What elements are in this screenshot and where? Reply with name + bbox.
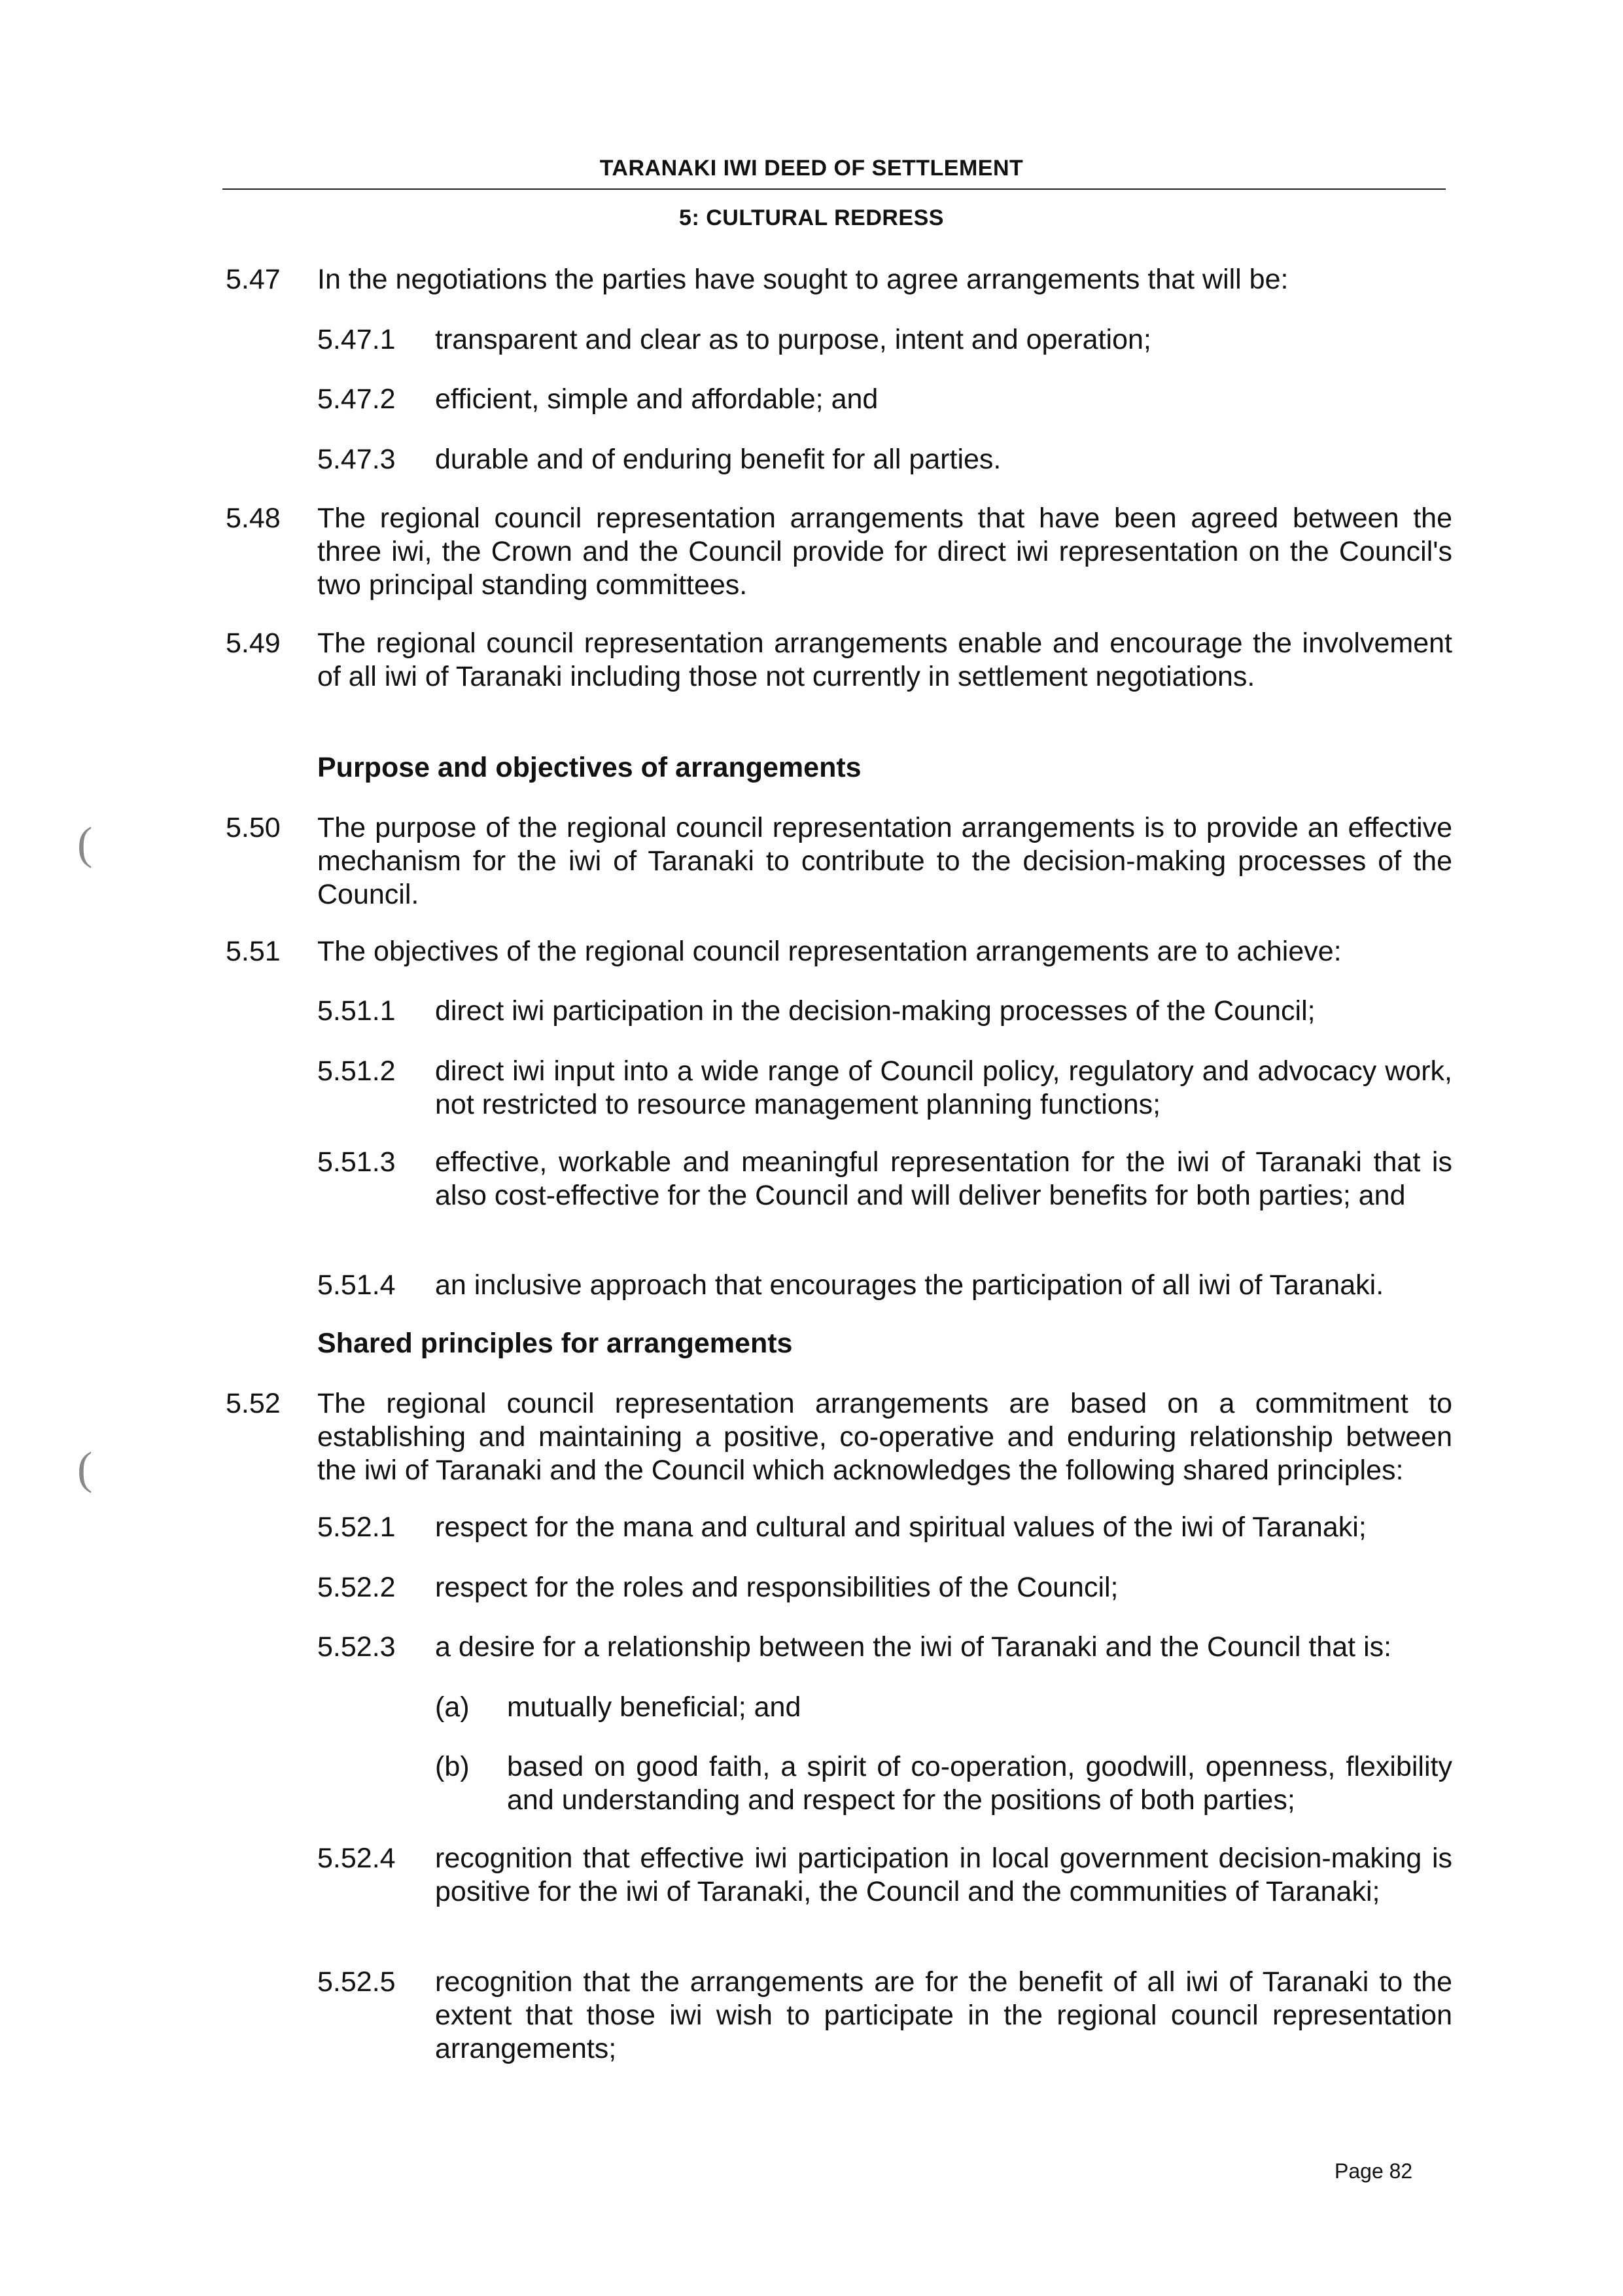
heading-shared-principles: Shared principles for arrangements bbox=[317, 1328, 793, 1359]
subclause-number: 5.52.5 bbox=[317, 1966, 396, 1998]
scan-mark: ( bbox=[77, 1443, 93, 1494]
subclause-number: 5.51.1 bbox=[317, 995, 396, 1027]
subclause-number: 5.47.2 bbox=[317, 383, 396, 415]
page-number: Page 82 bbox=[1335, 2159, 1413, 2183]
document-title: TARANAKI IWI DEED OF SETTLEMENT bbox=[599, 156, 1024, 181]
subclause-number: 5.51.2 bbox=[317, 1055, 396, 1087]
clause-text: The regional council representation arrangements that have been agreed between the three iwi, the Crown and the Council provide for direct iwi representation on the Council's two principal standing committees. bbox=[317, 503, 1452, 601]
subclause-text: transparent and clear as to purpose, intent and operation; bbox=[435, 324, 1151, 355]
subclause-number: 5.52.1 bbox=[317, 1511, 396, 1543]
item-text: based on good faith, a spirit of co-operation, goodwill, openness, flexibility and understanding and respect for the positions of both parties; bbox=[507, 1751, 1452, 1816]
subclause-text: recognition that effective iwi participation in local government decision-making is positive for the iwi of Taranaki, the Council and the communities of Taranaki; bbox=[435, 1843, 1452, 1907]
item-text: mutually beneficial; and bbox=[507, 1691, 801, 1723]
subclause-text: direct iwi input into a wide range of Council policy, regulatory and advocacy work, not restricted to resource management planning functions; bbox=[435, 1055, 1452, 1120]
header-rule bbox=[222, 188, 1446, 190]
clause-number: 5.50 bbox=[226, 812, 281, 843]
clause-number: 5.49 bbox=[226, 627, 281, 659]
section-title: 5: CULTURAL REDRESS bbox=[679, 205, 944, 230]
subclause-number: 5.52.3 bbox=[317, 1631, 396, 1663]
scan-mark: ( bbox=[77, 819, 93, 869]
clause-number: 5.51 bbox=[226, 936, 281, 967]
clause-text: The regional council representation arrangements enable and encourage the involvement of all iwi of Taranaki including those not currently in settlement negotiations. bbox=[317, 627, 1452, 692]
subclause-number: 5.47.3 bbox=[317, 444, 396, 475]
item-label: (b) bbox=[435, 1751, 470, 1782]
clause-number: 5.47 bbox=[226, 264, 281, 295]
clause-number: 5.48 bbox=[226, 503, 281, 534]
subclause-number: 5.52.4 bbox=[317, 1843, 396, 1874]
subclause-text: effective, workable and meaningful representation for the iwi of Taranaki that is also cost-effective for the Council and will deliver benefits for both parties; and bbox=[435, 1146, 1452, 1211]
clause-text: In the negotiations the parties have sought to agree arrangements that will be: bbox=[317, 264, 1289, 295]
subclause-number: 5.51.3 bbox=[317, 1146, 396, 1178]
clause-text: The purpose of the regional council representation arrangements is to provide an effective mechanism for the iwi of Taranaki to contribute to the decision-making processes of the Council. bbox=[317, 812, 1452, 910]
heading-purpose-objectives: Purpose and objectives of arrangements bbox=[317, 752, 862, 783]
item-label: (a) bbox=[435, 1691, 470, 1723]
clause-text: The objectives of the regional council representation arrangements are to achieve: bbox=[317, 936, 1342, 967]
subclause-text: an inclusive approach that encourages the participation of all iwi of Taranaki. bbox=[435, 1269, 1384, 1301]
subclause-text: respect for the mana and cultural and spiritual values of the iwi of Taranaki; bbox=[435, 1511, 1367, 1543]
subclause-number: 5.52.2 bbox=[317, 1572, 396, 1603]
subclause-text: durable and of enduring benefit for all parties. bbox=[435, 444, 1002, 475]
subclause-text: direct iwi participation in the decision-making processes of the Council; bbox=[435, 995, 1316, 1027]
subclause-text: respect for the roles and responsibilities of the Council; bbox=[435, 1572, 1119, 1603]
clause-number: 5.52 bbox=[226, 1388, 281, 1419]
subclause-text: recognition that the arrangements are for the benefit of all iwi of Taranaki to the extent that those iwi wish to participate in the regional council representation arrangements; bbox=[435, 1966, 1452, 2064]
subclause-number: 5.51.4 bbox=[317, 1269, 396, 1301]
subclause-number: 5.47.1 bbox=[317, 324, 396, 355]
clause-text: The regional council representation arrangements are based on a commitment to establishing and maintaining a positive, co-operative and enduring relationship between the iwi of Taranaki and the Council which acknowledges the following shared principles: bbox=[317, 1388, 1452, 1486]
subclause-text: a desire for a relationship between the iwi of Taranaki and the Council that is: bbox=[435, 1631, 1392, 1663]
subclause-text: efficient, simple and affordable; and bbox=[435, 383, 879, 415]
